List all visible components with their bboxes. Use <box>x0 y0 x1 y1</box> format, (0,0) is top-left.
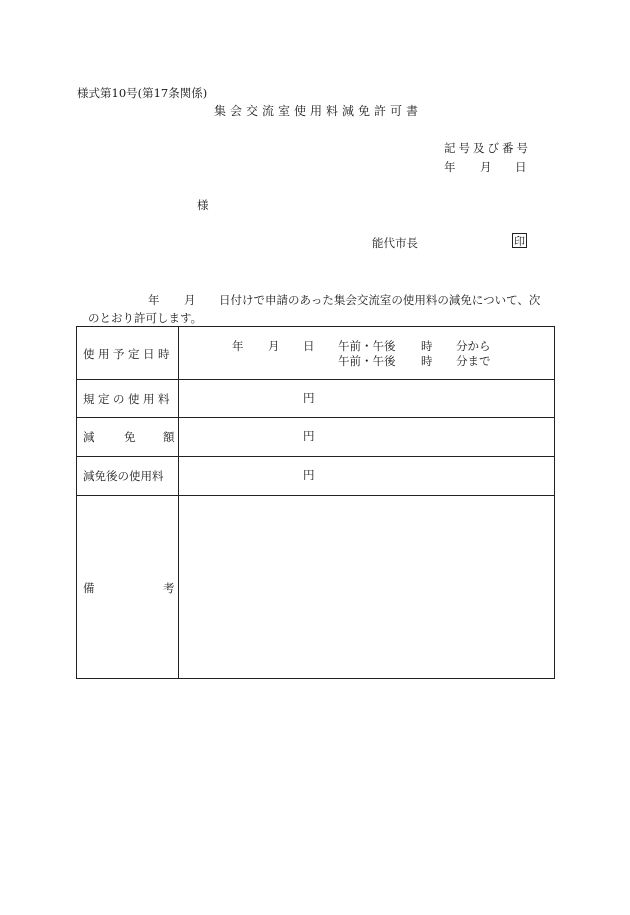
reduction-label-char-3: 額 <box>163 430 175 444</box>
row-schedule <box>77 327 554 380</box>
reduction-label-char-2: 免 <box>124 430 136 444</box>
after-fee-label: 減免後の使用料 <box>83 469 164 483</box>
schedule-min-from: 分から <box>456 339 491 353</box>
schedule-ampm-to: 午前・午後 <box>338 354 396 368</box>
date-year-label: 年 <box>444 160 456 174</box>
schedule-min-to: 分まで <box>456 354 491 368</box>
permit-table <box>76 326 555 679</box>
schedule-hour-to: 時 <box>421 354 433 368</box>
body-text-line2: のとおり許可します。 <box>88 311 203 325</box>
remarks-label-char-2: 考 <box>163 581 175 595</box>
date-month-label: 月 <box>480 160 492 174</box>
date-day-label: 日 <box>515 160 527 174</box>
form-reference: 様式第10号(第17条関係) <box>77 86 208 100</box>
doc-number-label: 記号及び番号 <box>444 141 531 155</box>
body-month-label: 月 <box>184 293 196 307</box>
schedule-hour-from: 時 <box>421 339 433 353</box>
reduction-unit: 円 <box>303 429 315 443</box>
row-remarks <box>77 495 554 678</box>
row-reduction <box>77 417 554 457</box>
recipient-suffix: 様 <box>197 198 209 212</box>
remarks-label-char-1: 備 <box>83 581 95 595</box>
seal-stamp: 印 <box>514 235 525 248</box>
row-standard-fee <box>77 379 554 418</box>
after-fee-unit: 円 <box>303 468 315 482</box>
standard-fee-label: 規定の使用料 <box>83 392 173 406</box>
issuer-name: 能代市長 <box>372 236 418 250</box>
schedule-label: 使用予定日時 <box>83 347 173 361</box>
schedule-day: 日 <box>303 339 315 353</box>
schedule-month: 月 <box>268 339 280 353</box>
body-year-label: 年 <box>148 293 160 307</box>
document-title: 集会交流室使用料減免許可書 <box>214 104 423 118</box>
schedule-year: 年 <box>232 339 244 353</box>
reduction-label-char-1: 減 <box>83 430 95 444</box>
schedule-ampm-from: 午前・午後 <box>338 339 396 353</box>
standard-fee-unit: 円 <box>303 391 315 405</box>
row-after-fee <box>77 456 554 496</box>
body-text-line1: 日付けで申請のあった集会交流室の使用料の減免について、次 <box>219 293 541 307</box>
